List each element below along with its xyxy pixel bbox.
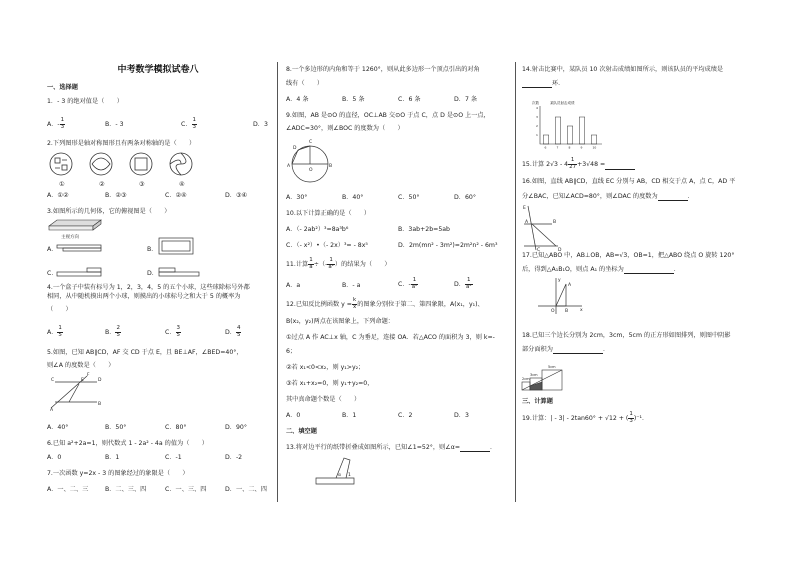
q5-stem-line2: 则∠A 的度数是（ ） (47, 362, 115, 369)
q5-point-f: F (87, 373, 90, 378)
q2-label-4: ④ (179, 181, 185, 188)
q1-option-b: B．- 3 (105, 121, 124, 128)
q8-stem-line2: 线有（ ） (286, 80, 324, 87)
q19-stem: 19.计算：| - 3| - 2tan60° + √12 + ( $\frac{1}{3}$ )⁻¹． (522, 411, 649, 424)
q14-ytick-label: 3 (536, 115, 538, 120)
q18-stem-line1: 18.已知三个边长分别为 2cm，3cm，5cm 的正方形如图排列，则图中阴影 (522, 332, 731, 339)
q14-stem-line2: 环． (522, 80, 564, 88)
section-calculation: 三、计算题 (522, 398, 553, 405)
q17-point-b: B (565, 309, 569, 314)
q5-stem-line1: 5.如图，已知 AB∥CD，AF 交 CD 于点 E，且 BE⊥AF，∠BED=40°， (47, 349, 243, 356)
q11-option-b: B．- a (342, 282, 361, 289)
q4-stem-line2: 相同，从中随机摸出两个小球，则摸出的小球标号之和大于 5 的概率为 (47, 293, 241, 300)
q6-option-d: D．-2 (225, 454, 243, 461)
q5-option-a: A．40° (47, 424, 69, 431)
q17-point-a: A (568, 283, 572, 288)
column-3 (522, 62, 752, 502)
q17-figure (536, 276, 586, 316)
q12-statement-1b: 6； (286, 348, 297, 355)
q13-paper-strip-figure (314, 454, 360, 490)
q6-option-b: B．1 (105, 454, 120, 461)
q9-point-b: B (329, 164, 333, 169)
q9-stem-line2: ∠ADC=30°，则∠BOC 的度数为（ ） (286, 125, 404, 132)
q12-stem-line1: 12.已知反比例函数 y = $\frac{k}{x}$ 的图象分别位于第二、第四象限，A(x₁，y₁)、 (286, 297, 484, 310)
q12-statement-4: 其中真命题个数是（ ） (286, 396, 361, 403)
q7-option-c: C．一、三、四 (165, 486, 207, 493)
q7-stem: 7.一次函数 y=2x - 3 的图象经过的象限是（ ） (47, 470, 189, 477)
q17-stem-line1: 17.已知△ABO 中，AB⊥OB，AB=√3，OB=1，把△ABO 绕点 O 旋转 120° (522, 252, 735, 259)
column-2 (286, 62, 508, 502)
q9-option-a: A．30° (286, 194, 308, 201)
page-title: 中考数学模拟试卷八 (117, 65, 199, 75)
q16-stem-line2: 分∠BAC，已知∠ACD=80°，则∠DAC 的度数为 ． (522, 193, 694, 200)
q16-point-b: B (553, 220, 557, 225)
q14-xtick-label: 7 (556, 145, 559, 150)
q2-option-a: A．①② (47, 192, 69, 199)
q2-figures (47, 150, 197, 190)
q2-option-b: B．②③ (105, 192, 127, 199)
q18-stem-line2: 部分面积为 ． (522, 346, 610, 353)
column-1 (47, 62, 269, 502)
section-fill-in: 二、填空题 (286, 428, 317, 435)
q12-option-b: B．1 (342, 412, 357, 419)
q3-option-d: D． (147, 270, 158, 277)
q3-option-c: C． (47, 270, 58, 277)
q16-point-d: D (558, 248, 562, 253)
q7-option-b: B．二、三、四 (105, 486, 147, 493)
q11-option-a: A．a (286, 282, 301, 289)
q1-option-a: A．- $\frac{1}{3}$ (47, 117, 65, 130)
q14-xtick-label: 10 (592, 145, 597, 150)
q14-chart-title: 某队员射击成绩 (550, 101, 575, 105)
q4-option-c: C． $\frac{3}{5}$ (165, 325, 181, 338)
q12-option-d: D．3 (454, 412, 469, 419)
q8-option-b: B．5 条 (342, 96, 365, 103)
q14-stem-line1: 14.射击比赛中，某队员 10 次射击成绩如图所示，则该队员的平均成绩是 (522, 66, 724, 73)
q3-option-b-figure (159, 238, 199, 258)
q2-option-c: C．②④ (165, 192, 187, 199)
q3-option-d-figure (159, 266, 209, 282)
q12-option-c: C．2 (398, 412, 413, 419)
q18-label-5cm: 5cm (548, 365, 556, 369)
q10-option-c: C．（- x²）•（- 2x）³= - 8x⁵ (286, 242, 368, 249)
q16-point-a: A (525, 220, 529, 225)
q18-squares-figure (522, 362, 582, 396)
q16-point-c: C (537, 248, 541, 253)
q10-option-b: B．3ab+2b=5ab (398, 226, 450, 233)
q3-option-a-figure (57, 242, 107, 258)
q12-statement-3: ③若 x₁+x₂=0，则 y₁+y₂=0， (286, 380, 374, 387)
q5-option-c: C．80° (165, 424, 187, 431)
q5-point-d: D (98, 378, 102, 383)
q9-option-d: D．60° (454, 194, 476, 201)
q7-option-a: A．一、二、三 (47, 486, 89, 493)
q9-point-o: O (309, 168, 313, 173)
q5-figure (49, 372, 109, 412)
q14-bar-10 (591, 135, 596, 144)
q12-statement-1: ①过点 A 作 AC⊥x 轴，C 为垂足，连接 OA．若△ACO 的面积为 3，则 k=- (286, 334, 495, 341)
q2-label-3: ③ (139, 181, 145, 188)
q14-ytick-label: 2 (536, 124, 538, 129)
q5-point-b: B (98, 402, 102, 407)
q14-bar-9 (579, 117, 584, 144)
q5-option-b: B．50° (105, 424, 127, 431)
q13-label-1: 1 (348, 473, 351, 478)
q8-option-d: D．7 条 (454, 96, 478, 103)
q5-point-a: A (50, 408, 54, 413)
q7-option-d: D．一、二、四 (225, 486, 267, 493)
q10-stem: 10.以下计算正确的是（ ） (286, 210, 371, 217)
q14-xtick-label: 6 (544, 145, 547, 150)
q3-stem: 3.如图所示的几何体，它的俯视图是（ ） (47, 208, 171, 215)
q2-label-1: ① (59, 181, 65, 188)
q14-bar-6 (543, 135, 548, 144)
q11-option-c: C．- $\frac{1}{\text{a²}}$ (398, 277, 418, 290)
q16-figure (522, 204, 572, 252)
q8-option-a: A．4 条 (286, 96, 309, 103)
q5-point-c: C (51, 378, 55, 383)
q17-point-o: O (551, 309, 555, 314)
q4-option-a: A． $\frac{1}{5}$ (47, 325, 62, 338)
section-choice: 一、选择题 (47, 84, 78, 91)
q6-stem: 6.已知 a²+2a=1，则代数式 1 - 2a² - 4a 的值为（ ） (47, 440, 208, 447)
q1-option-d: D．3 (253, 121, 268, 128)
q6-option-c: C．-1 (165, 454, 182, 461)
q14-ylabel: 次数 (532, 101, 539, 105)
q8-stem-line1: 8.一个多边形的内角和等于 1260°，则从此多边形一个顶点引出的对角 (286, 66, 480, 73)
q6-option-a: A．0 (47, 454, 62, 461)
q10-option-d: D．2m(mn² - 3m²)=2m²n² - 6m³ (398, 242, 498, 249)
q3-option-a: A． (47, 246, 58, 253)
q17-stem-line2: 后，得到△A₁B₁O，则点 A₁ 的坐标为 ． (522, 266, 680, 273)
q18-label-3cm: 3cm (530, 373, 538, 377)
q11-stem: 11.计算 $\frac{1}{a}$ ÷（- $\frac{1}{\text{a²}}$ ）的结果为（ ） (286, 257, 391, 270)
q2-label-2: ② (99, 181, 105, 188)
column-divider-1 (277, 62, 278, 502)
q14-ytick-label: 4 (536, 106, 538, 111)
q5-point-e: E (81, 378, 84, 383)
column-divider-2 (515, 62, 516, 502)
q14-xtick-label: 8 (568, 145, 571, 150)
q2-stem: 2.下列图形是轴对称图形且有两条对称轴的是（ ） (47, 140, 196, 147)
q1-option-c: C． $\frac{1}{3}$ (181, 117, 197, 130)
q9-option-b: B．40° (342, 194, 364, 201)
q14-ytick-label: 1 (536, 133, 538, 138)
q13-stem: 13.将对边平行的纸带折叠成如图所示，已知∠1=52°，则∠α= ． (286, 444, 497, 451)
q9-point-c: C (309, 140, 313, 145)
q18-label-2cm: 2cm (522, 377, 530, 381)
q9-point-a: A (287, 164, 291, 169)
q14-bar-chart (530, 98, 606, 152)
q17-axis-y: y (558, 278, 561, 283)
q4-option-b: B． $\frac{2}{5}$ (105, 325, 120, 338)
q14-bar-7 (555, 117, 560, 144)
q3-option-c-figure (57, 266, 107, 282)
q3-option-b: B． (147, 246, 158, 253)
q9-circle-figure (286, 138, 336, 190)
q9-point-d: D (293, 146, 297, 151)
q9-stem-line1: 9.如图，AB 是⊙O 的直径，OC⊥AB 交⊙O 于点 C，点 D 是⊙O 上一点， (286, 112, 490, 119)
q13-label-alpha: α (338, 473, 341, 478)
q3-view-direction-label: 主视方向 (61, 235, 79, 240)
q14-bar-8 (567, 126, 572, 144)
q4-stem-line1: 4.一个盒子中装有标号为 1，2，3，4，5 的五个小球，这些球除标号外都 (47, 284, 250, 291)
q4-stem-line3: （ ） (47, 306, 72, 313)
q4-option-d: D． $\frac{4}{5}$ (225, 325, 241, 338)
q15-stem: 15.计算 2√3 - 4 $\frac{1}{27}$ +3√48 = (522, 158, 635, 170)
q17-axis-x: x (580, 308, 583, 313)
q3-solid-figure (49, 218, 109, 238)
q8-option-c: C．6 条 (398, 96, 421, 103)
q1-stem: 1．- 3 的绝对值是（ ） (47, 98, 123, 105)
q5-option-d: D．90° (225, 424, 247, 431)
q16-point-e: E (523, 206, 526, 211)
q2-option-d: D．③④ (225, 192, 248, 199)
q11-option-d: D． $\frac{1}{\text{a²}}$ (454, 277, 472, 290)
q16-stem-line1: 16.如图，直线 AB∥CD，直线 EC 分别与 AB，CD 相交于点 A，点 C，AD 平 (522, 178, 736, 185)
q12-statement-2: ②若 x₁<0<x₂，则 y₁>y₂； (286, 364, 365, 371)
q12-stem-line2: B(x₂，y₂)两点在该图象上，下列命题： (286, 318, 394, 325)
q9-option-c: C．50° (398, 194, 420, 201)
q10-option-a: A．（- 2ab²）³=8a³b⁶ (286, 226, 349, 233)
q12-option-a: A．0 (286, 412, 301, 419)
q14-xtick-label: 9 (580, 145, 583, 150)
